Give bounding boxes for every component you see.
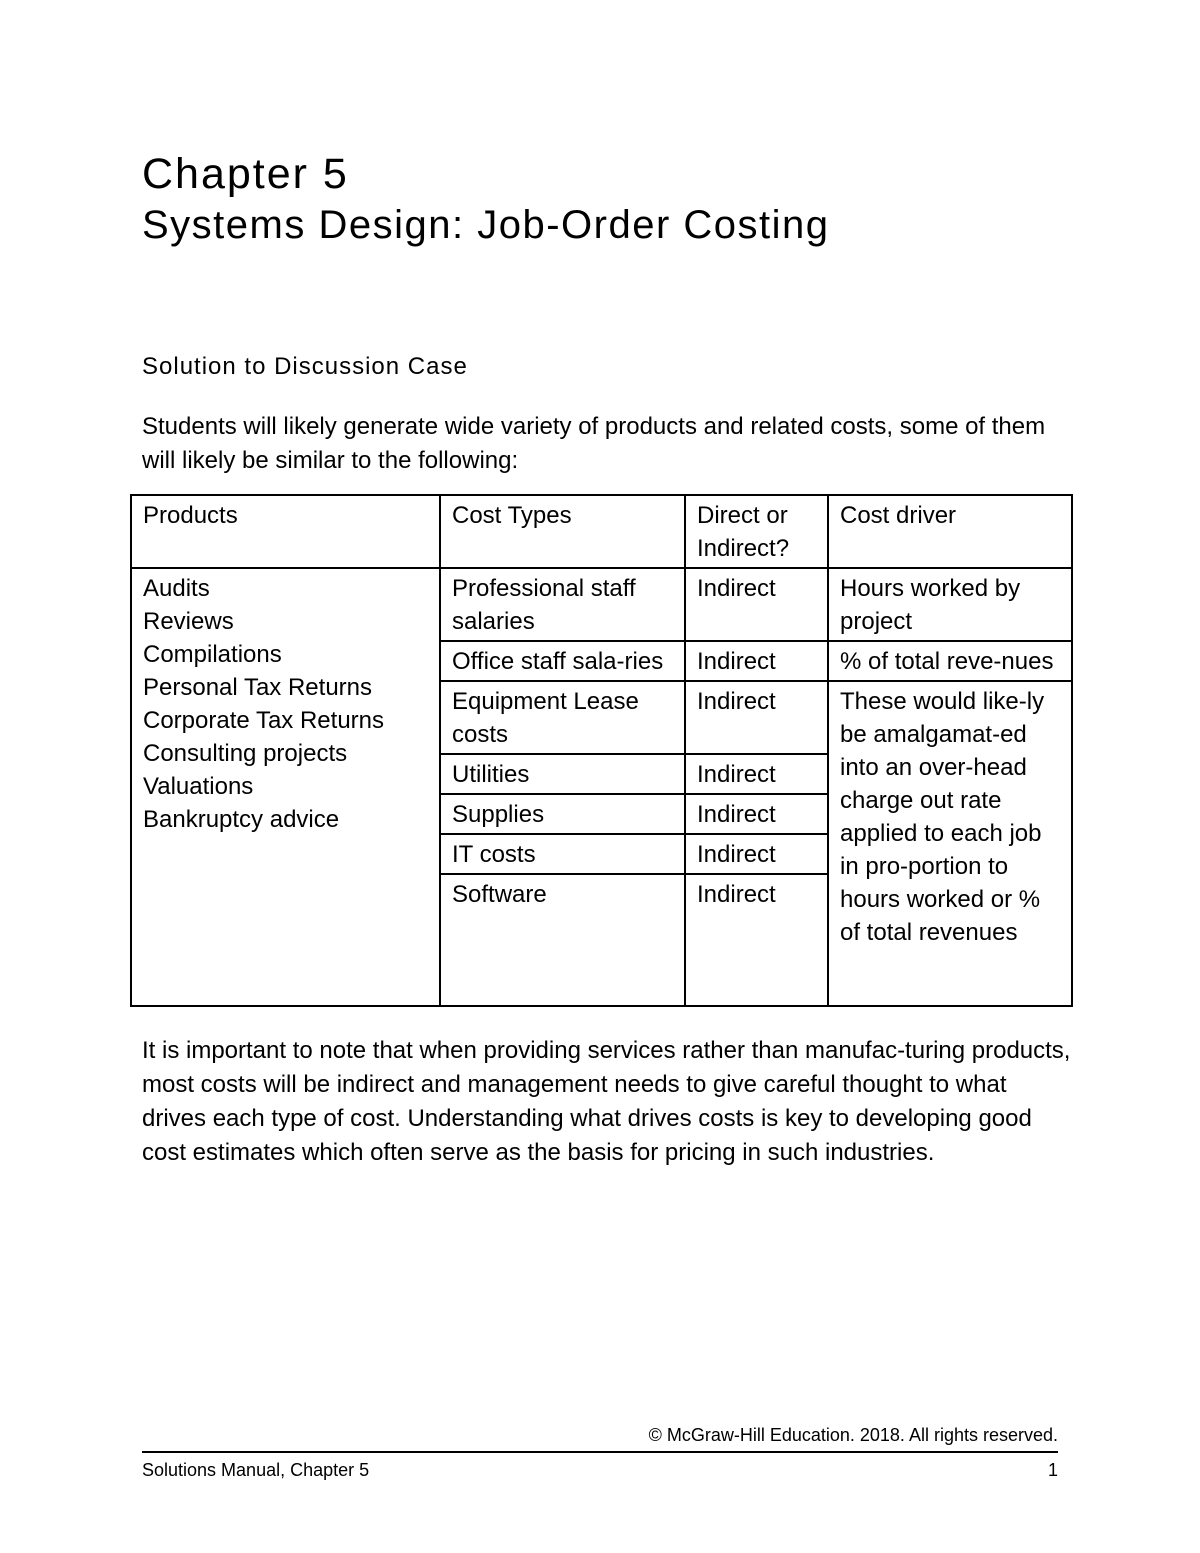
product-item: Consulting projects (143, 740, 348, 767)
header-cost-driver: Cost driver (828, 495, 1072, 568)
cost-driver-cell: % of total reve-nues (828, 641, 1072, 681)
product-item: Corporate Tax Returns (143, 707, 385, 734)
product-item: Personal Tax Returns (143, 674, 373, 701)
cost-driver-cell: Hours worked by project (828, 568, 1072, 641)
cost-table (130, 494, 1073, 1007)
page-number: 1 (1047, 1460, 1058, 1480)
header-cost-types: Cost Types (440, 495, 685, 568)
product-item: Reviews (143, 608, 234, 635)
direct-indirect-cell: Indirect (685, 754, 828, 794)
cost-type-cell: Utilities (440, 754, 685, 794)
direct-indirect-cell: Indirect (685, 874, 828, 1006)
cost-type-cell: Supplies (440, 794, 685, 834)
cost-driver-cell: These would like-ly be amalgamat-ed into an over-head charge out rate applied to each job in pro-portion to hours worked or % of total revenues (828, 681, 1072, 1006)
product-item: Compilations (143, 641, 282, 668)
section-heading: Solution to Discussion Case (142, 353, 468, 380)
product-item: Audits (143, 575, 210, 602)
header-direct-indirect: Direct or Indirect? (685, 495, 828, 568)
footer-divider (142, 1451, 1058, 1453)
cost-type-cell: Equipment Lease costs (440, 681, 685, 754)
cost-type-cell: Professional staff salaries (440, 568, 685, 641)
cost-type-cell: Software (440, 874, 685, 1006)
direct-indirect-cell: Indirect (685, 834, 828, 874)
product-item: Valuations (143, 773, 254, 800)
direct-indirect-cell: Indirect (685, 641, 828, 681)
closing-paragraph: It is important to note that when providing services rather than manufac-turing products, most costs will be indirect and management needs to give careful thought to what drives each type of cost. Understanding what drives costs is key to developing good cost estimates which often serve as the basis for pricing in such industries. (142, 1037, 1071, 1166)
table-header-row (131, 495, 1072, 568)
footer-manual-label: Solutions Manual, Chapter 5 (142, 1460, 370, 1480)
product-item: Bankruptcy advice (143, 806, 340, 833)
direct-indirect-cell: Indirect (685, 568, 828, 641)
copyright-notice: © McGraw-Hill Education. 2018. All rights reserved. (648, 1425, 1058, 1445)
intro-paragraph: Students will likely generate wide variety of products and related costs, some of them will likely be similar to the following: (142, 413, 1046, 474)
header-products: Products (131, 495, 440, 568)
table-row (131, 568, 1072, 641)
chapter-subtitle: Systems Design: Job-Order Costing (142, 203, 830, 247)
products-cell (131, 568, 440, 1006)
cost-type-cell: Office staff sala-ries (440, 641, 685, 681)
chapter-title: Chapter 5 (142, 150, 349, 198)
cost-type-cell: IT costs (440, 834, 685, 874)
direct-indirect-cell: Indirect (685, 794, 828, 834)
direct-indirect-cell: Indirect (685, 681, 828, 754)
